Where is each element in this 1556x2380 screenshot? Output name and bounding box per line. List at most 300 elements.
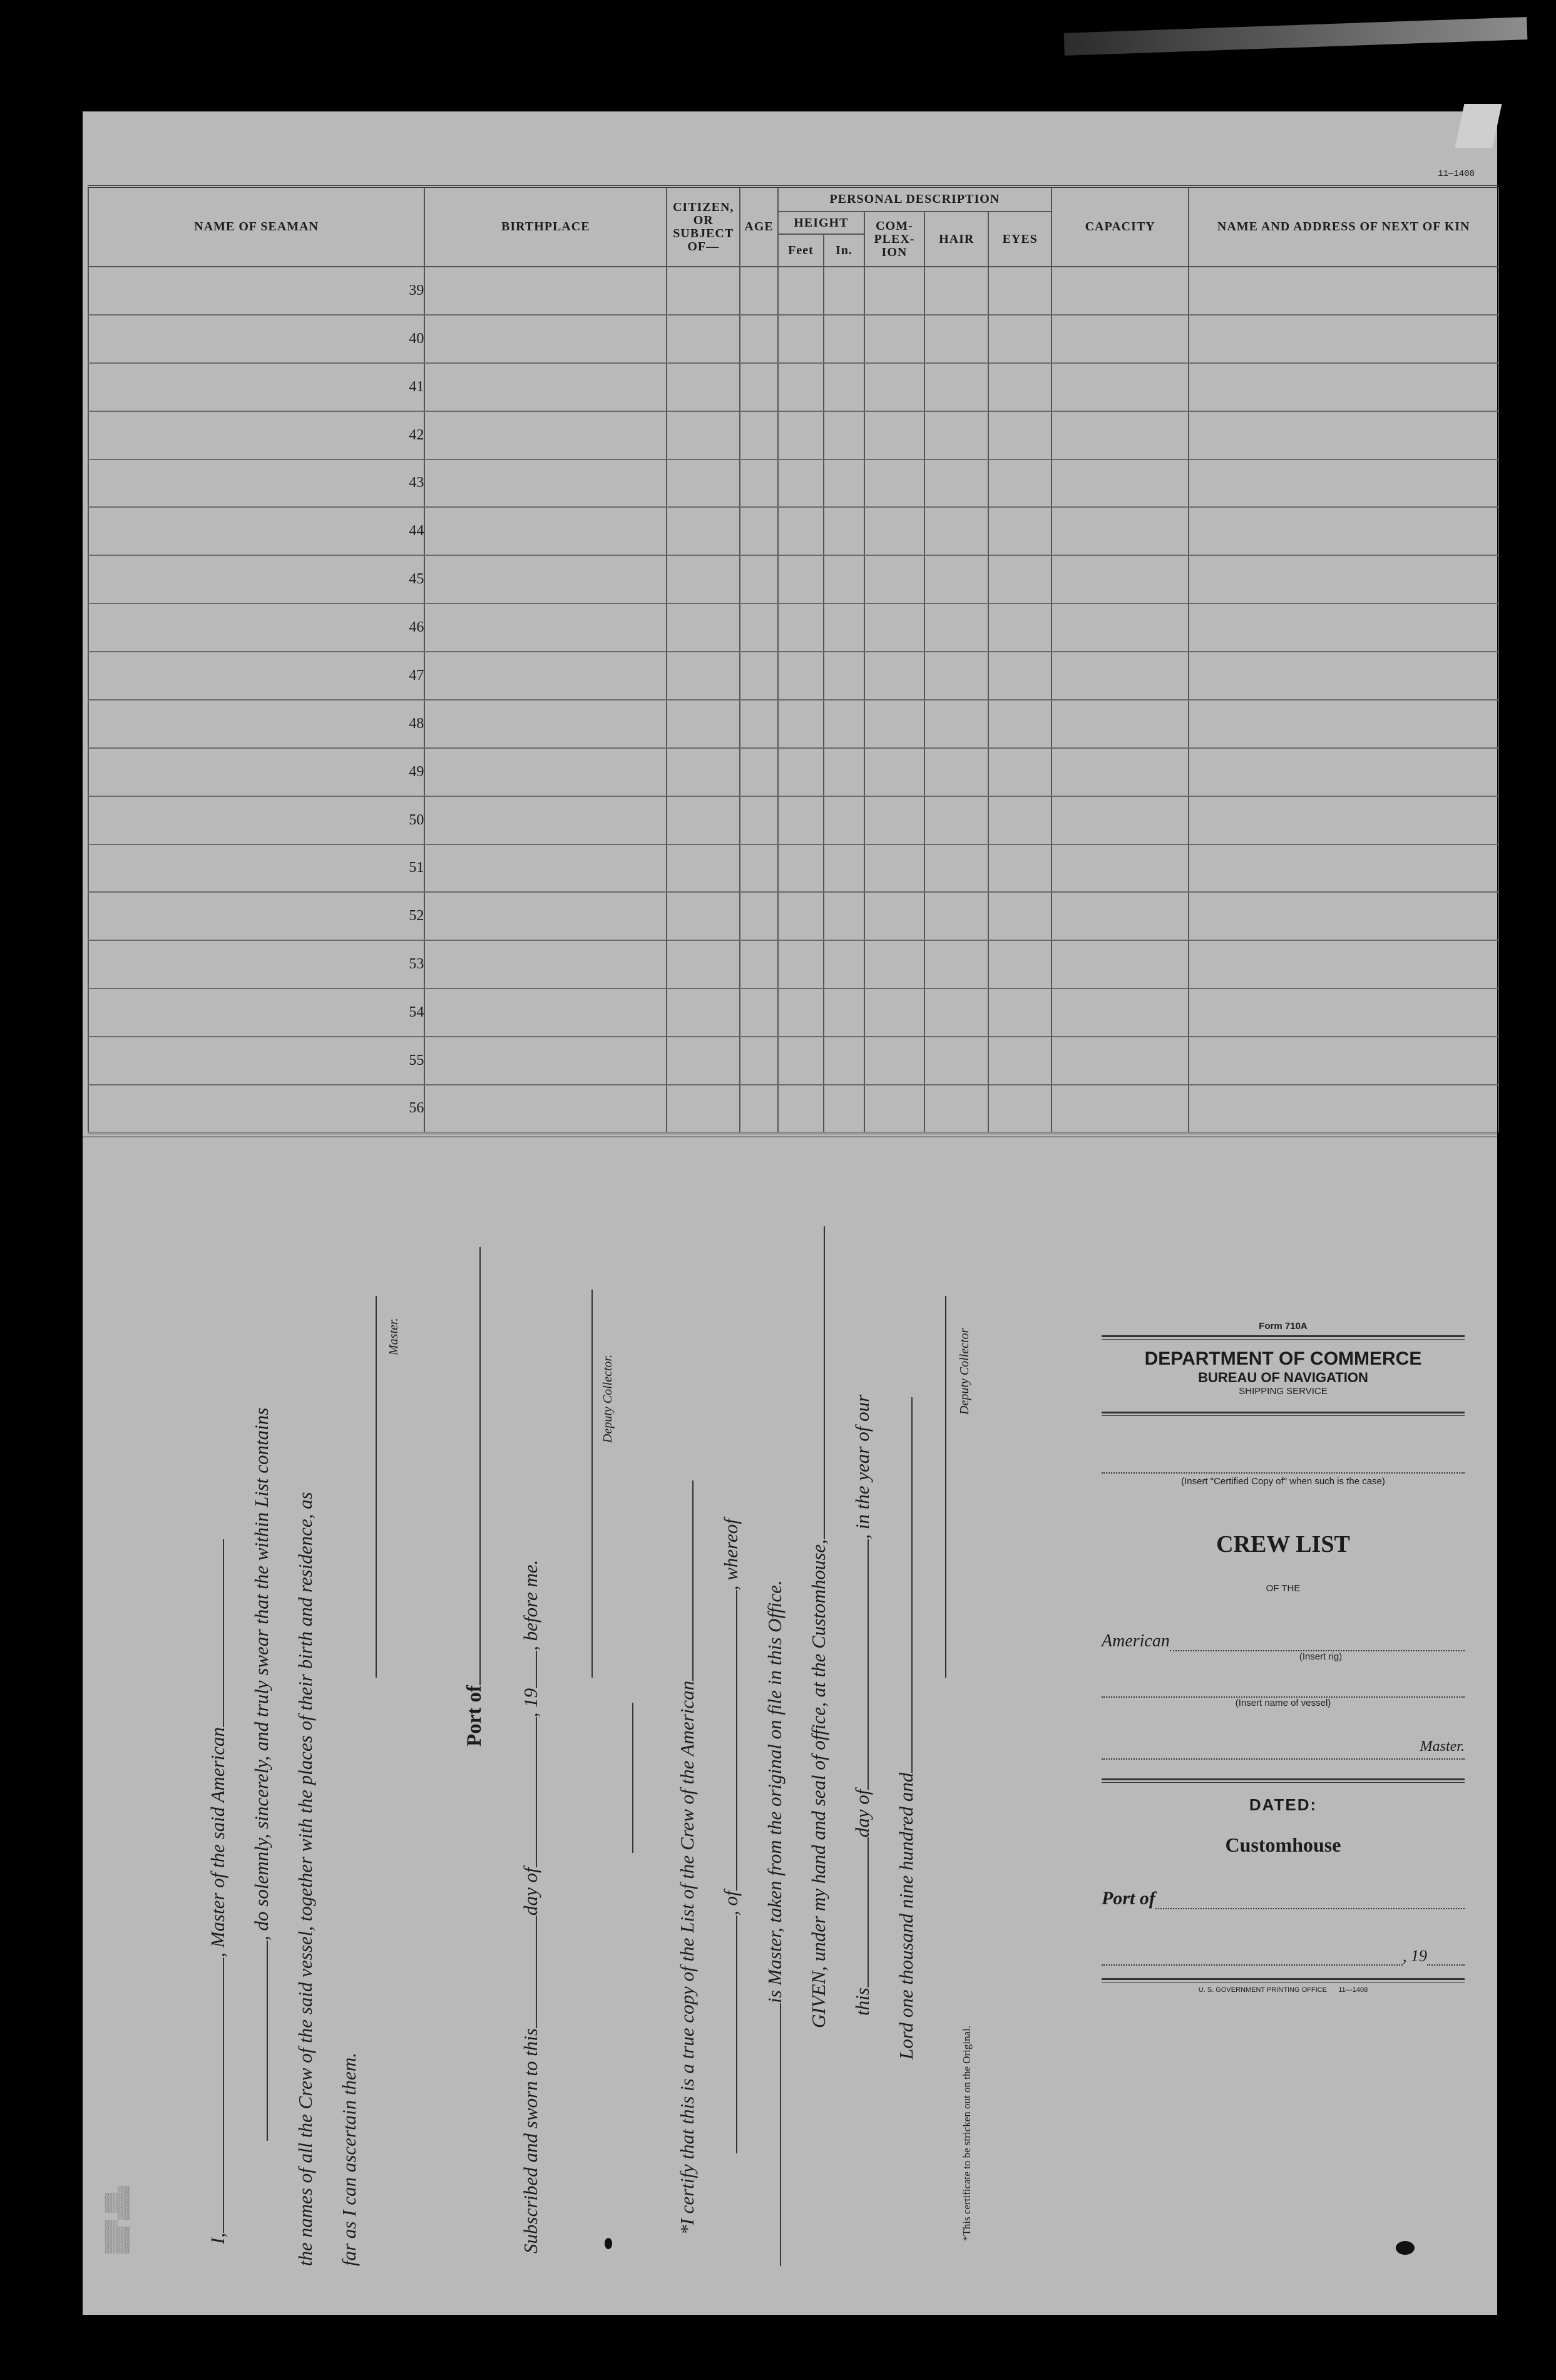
insert-copy-note: (Insert "Certified Copy of" when such is the case) <box>1181 1476 1385 1487</box>
table-cell <box>424 555 667 603</box>
table-cell <box>1052 796 1189 844</box>
table-cell <box>778 844 824 893</box>
table-row <box>88 1037 1498 1085</box>
table-cell <box>740 988 778 1037</box>
printer-code: 11—1408 <box>1338 1986 1368 1994</box>
fold-line <box>83 1136 1497 1137</box>
vessel-blank <box>223 1539 224 1727</box>
table-cell <box>988 748 1051 796</box>
certificate-lord: Lord one thousand nine hundred and <box>895 1772 917 2059</box>
table-cell <box>924 700 988 748</box>
table-cell <box>424 1037 667 1085</box>
table-cell <box>424 603 667 652</box>
day-blank <box>536 1916 537 2028</box>
certificate-line-5 <box>851 1395 874 2016</box>
copy-master-blank <box>780 2003 781 2266</box>
table-row <box>88 700 1498 748</box>
row-number: 55 <box>88 1037 424 1085</box>
table-row <box>88 1085 1498 1133</box>
table-cell <box>667 555 740 603</box>
table-cell <box>988 892 1051 940</box>
tape-strip <box>1064 17 1528 56</box>
table-cell <box>1189 940 1498 988</box>
table-cell <box>924 988 988 1037</box>
table-cell <box>864 844 924 893</box>
table-cell <box>740 652 778 700</box>
table-row <box>88 315 1498 363</box>
table-cell <box>1189 411 1498 459</box>
row-number: 48 <box>88 700 424 748</box>
certified-copy-blank <box>1102 1416 1465 1474</box>
cover-date-line <box>1102 1947 1465 1966</box>
certificate-text-3: is Master, taken from the original on file in this Office. <box>764 1580 786 2003</box>
table-cell <box>778 411 824 459</box>
header-next-of-kin: NAME AND ADDRESS OF NEXT OF KIN <box>1189 187 1498 267</box>
seal-line <box>632 1703 633 1853</box>
header-citizen: CITIZEN, OR SUBJECT OF— <box>667 187 740 267</box>
certificate-text-1: *I certify that this is a true copy of the List of the Crew of the American <box>676 1680 698 2235</box>
table-cell <box>864 940 924 988</box>
cover-date-blank <box>1102 1947 1403 1966</box>
table-row <box>88 748 1498 796</box>
insert-vessel-note: (Insert name of vessel) <box>1235 1698 1331 1708</box>
table-cell <box>778 700 824 748</box>
oath-line-3: the names of all the Crew of the said vessel, together with the places of their birth and residence, as <box>294 1492 316 2266</box>
corner-form-number: 11—1408 <box>1438 169 1475 179</box>
table-cell <box>740 603 778 652</box>
header-hair: HAIR <box>924 212 988 267</box>
table-cell <box>864 411 924 459</box>
dated-label: DATED: <box>1249 1795 1318 1814</box>
master-caption: Master. <box>387 1318 401 1355</box>
cover-year-blank <box>1427 1947 1465 1966</box>
deputy-signature-line-1 <box>591 1290 593 1678</box>
table-cell <box>667 1037 740 1085</box>
certificate-line-3 <box>764 1580 786 2266</box>
table-cell <box>1052 844 1189 893</box>
table-cell <box>864 315 924 363</box>
table-cell <box>1189 796 1498 844</box>
table-cell <box>924 459 988 508</box>
table-cell <box>924 315 988 363</box>
header-age: AGE <box>740 187 778 267</box>
table-cell <box>740 748 778 796</box>
deputy-caption-2: Deputy Collector <box>958 1328 971 1415</box>
table-cell <box>1189 267 1498 315</box>
table-cell <box>424 267 667 315</box>
table-cell <box>740 700 778 748</box>
header-feet: Feet <box>778 234 824 267</box>
table-cell <box>667 507 740 555</box>
header-personal-description: PERSONAL DESCRIPTION <box>778 187 1052 212</box>
table-cell <box>778 796 824 844</box>
table-cell <box>778 459 824 508</box>
table-cell <box>1189 1085 1498 1133</box>
table-cell <box>424 940 667 988</box>
faded-stamp: ▒▒▒▒▒ ▒▒▒ ▒▒▒▒ ▒▒▒▒▒ <box>106 2185 131 2254</box>
table-cell <box>988 700 1051 748</box>
table-row <box>88 507 1498 555</box>
table-cell <box>824 555 864 603</box>
table-row <box>88 796 1498 844</box>
table-cell <box>740 1037 778 1085</box>
oath-i: I, <box>207 2232 228 2244</box>
table-cell <box>1189 988 1498 1037</box>
table-cell <box>864 748 924 796</box>
crew-list-title: CREW LIST <box>1216 1531 1350 1557</box>
customhouse-blank <box>824 1226 825 1539</box>
row-number: 51 <box>88 844 424 893</box>
table-cell <box>667 315 740 363</box>
table-cell <box>778 652 824 700</box>
table-row <box>88 459 1498 508</box>
table-cell <box>988 315 1051 363</box>
month-blank <box>536 1717 537 1867</box>
table-cell <box>864 1037 924 1085</box>
table-cell <box>924 1085 988 1133</box>
subscribed-before: , before me. <box>520 1559 541 1651</box>
cert-day-blank <box>868 1837 869 1988</box>
customhouse-label: Customhouse <box>1225 1834 1341 1856</box>
table-row <box>88 652 1498 700</box>
table-cell <box>1052 267 1189 315</box>
master-line <box>1102 1708 1465 1760</box>
table-cell <box>1189 507 1498 555</box>
oath-line-4: far as I can ascertain them. <box>338 2053 360 2266</box>
table-cell <box>740 363 778 411</box>
table-cell <box>778 315 824 363</box>
table-cell <box>667 796 740 844</box>
table-cell <box>1189 315 1498 363</box>
table-cell <box>924 940 988 988</box>
rig-blank <box>1170 1631 1465 1651</box>
table-cell <box>740 411 778 459</box>
vessel-copy-blank <box>692 1480 694 1681</box>
table-cell <box>864 267 924 315</box>
table-cell <box>424 796 667 844</box>
header-eyes: EYES <box>988 212 1051 267</box>
table-cell <box>864 892 924 940</box>
table-cell <box>778 988 824 1037</box>
american-label: American <box>1102 1631 1170 1651</box>
row-number: 39 <box>88 267 424 315</box>
service-title: SHIPPING SERVICE <box>1239 1386 1328 1397</box>
table-cell <box>667 748 740 796</box>
table-cell <box>864 796 924 844</box>
table-cell <box>667 267 740 315</box>
table-cell <box>424 652 667 700</box>
table-row <box>88 892 1498 940</box>
oath-line-1 <box>207 1539 229 2244</box>
table-cell <box>988 796 1051 844</box>
table-cell <box>1052 603 1189 652</box>
copy-port-blank <box>736 1590 737 1890</box>
table-row <box>88 940 1498 988</box>
row-number: 45 <box>88 555 424 603</box>
header-capacity: CAPACITY <box>1052 187 1189 267</box>
table-cell <box>1052 748 1189 796</box>
table-cell <box>1189 603 1498 652</box>
table-cell <box>824 459 864 508</box>
header-name: NAME OF SEAMAN <box>88 187 424 267</box>
table-row <box>88 363 1498 411</box>
table-cell <box>778 940 824 988</box>
table-cell <box>424 988 667 1037</box>
certificate-year: , in the year of our <box>851 1394 873 1539</box>
table-cell <box>667 700 740 748</box>
table-cell <box>1052 892 1189 940</box>
table-cell <box>778 507 824 555</box>
insert-rig-note: (Insert rig) <box>1299 1651 1343 1662</box>
table-cell <box>988 555 1051 603</box>
certificate-this: this <box>851 1988 873 2016</box>
table-cell <box>1189 555 1498 603</box>
table-cell <box>924 507 988 555</box>
table-cell <box>824 700 864 748</box>
table-row <box>88 267 1498 315</box>
form-number: Form 710A <box>1259 1321 1308 1331</box>
table-cell <box>924 892 988 940</box>
row-number: 49 <box>88 748 424 796</box>
table-cell <box>988 507 1051 555</box>
table-cell <box>824 411 864 459</box>
table-cell <box>778 603 824 652</box>
table-cell <box>740 892 778 940</box>
table-cell <box>778 363 824 411</box>
table-cell <box>667 940 740 988</box>
row-number: 43 <box>88 459 424 508</box>
table-cell <box>1052 315 1189 363</box>
table-cell <box>1052 1037 1189 1085</box>
row-number: 52 <box>88 892 424 940</box>
table-cell <box>824 796 864 844</box>
cert-month-blank <box>868 1539 869 1790</box>
table-cell <box>824 988 864 1037</box>
cover-year-label: , 19 <box>1403 1947 1427 1965</box>
table-cell <box>667 363 740 411</box>
table-cell <box>740 1085 778 1133</box>
row-number: 53 <box>88 940 424 988</box>
row-number: 40 <box>88 315 424 363</box>
certificate-line-1 <box>676 1480 699 2235</box>
table-cell <box>988 940 1051 988</box>
certificate-whereof: , whereof <box>720 1519 742 1591</box>
table-cell <box>1189 363 1498 411</box>
certificate-line-2 <box>720 1519 742 2153</box>
table-cell <box>924 748 988 796</box>
table-cell <box>1052 363 1189 411</box>
printer-line <box>1102 1986 1465 1994</box>
copy-name-blank <box>736 1916 737 2153</box>
oath-swear: , do solemnly, sincerely, and truly swear that the within List contains <box>250 1407 272 1941</box>
subscribed-day: day of <box>520 1867 541 1916</box>
of-the-label: OF THE <box>1266 1583 1301 1594</box>
cover-port-blank <box>1155 1888 1465 1909</box>
table-cell <box>778 267 824 315</box>
table-cell <box>667 1085 740 1133</box>
table-cell <box>740 315 778 363</box>
table-cell <box>1052 555 1189 603</box>
table-cell <box>740 844 778 893</box>
row-number: 41 <box>88 363 424 411</box>
table-cell <box>864 507 924 555</box>
cert-year-blank <box>911 1397 913 1773</box>
table-cell <box>924 1037 988 1085</box>
table-cell <box>740 796 778 844</box>
master-signature-line <box>376 1296 377 1678</box>
table-cell <box>667 892 740 940</box>
table-row <box>88 988 1498 1037</box>
row-number: 56 <box>88 1085 424 1133</box>
table-cell <box>824 652 864 700</box>
table-cell <box>864 555 924 603</box>
table-cell <box>824 748 864 796</box>
table-cell <box>924 796 988 844</box>
certificate-line-4 <box>807 1226 830 2028</box>
table-cell <box>1189 652 1498 700</box>
table-cell <box>924 411 988 459</box>
table-cell <box>1052 1085 1189 1133</box>
table-cell <box>667 652 740 700</box>
port-of-line <box>463 1247 486 1747</box>
cover-port-label: Port of <box>1102 1888 1155 1909</box>
certificate-of: , of <box>720 1890 742 1916</box>
table-cell <box>1052 700 1189 748</box>
deputy-signature-line-2 <box>945 1296 946 1678</box>
table-cell <box>924 652 988 700</box>
table-cell <box>988 363 1051 411</box>
master-name-blank <box>223 1957 224 2233</box>
table-cell <box>988 459 1051 508</box>
table-cell <box>1189 892 1498 940</box>
certificate-footnote: *This certificate to be stricken out on the Original. <box>961 2025 973 2241</box>
american-line <box>1102 1631 1465 1651</box>
table-cell <box>424 363 667 411</box>
port-label: Port of <box>463 1685 486 1747</box>
table-cell <box>824 603 864 652</box>
table-cell <box>1052 459 1189 508</box>
table-cell <box>778 748 824 796</box>
table-cell <box>988 988 1051 1037</box>
subscribed-year: , 19 <box>520 1688 541 1718</box>
port-blank <box>479 1247 481 1685</box>
oath-line-2 <box>250 1408 273 2141</box>
crew-table <box>88 185 1499 1134</box>
row-number: 54 <box>88 988 424 1037</box>
header-birthplace: BIRTHPLACE <box>424 187 667 267</box>
table-cell <box>1052 940 1189 988</box>
cover-rule-top <box>1102 1335 1465 1340</box>
vessel-name-blank <box>267 1941 268 2141</box>
table-cell <box>778 892 824 940</box>
table-cell <box>424 700 667 748</box>
table-cell <box>824 940 864 988</box>
bureau-title: BUREAU OF NAVIGATION <box>1198 1370 1368 1385</box>
table-cell <box>424 892 667 940</box>
table-cell <box>988 844 1051 893</box>
table-row <box>88 555 1498 603</box>
table-row <box>88 603 1498 652</box>
vessel-name-blank-cover <box>1102 1662 1465 1698</box>
cover-rule-dated <box>1102 1778 1465 1783</box>
table-cell <box>824 1037 864 1085</box>
table-cell <box>924 267 988 315</box>
table-cell <box>778 555 824 603</box>
table-cell <box>667 988 740 1037</box>
oath-master-of: , Master of the said American <box>207 1726 228 1957</box>
table-cell <box>988 411 1051 459</box>
table-cell <box>864 700 924 748</box>
table-cell <box>864 1085 924 1133</box>
table-cell <box>424 507 667 555</box>
table-cell <box>1052 988 1189 1037</box>
table-cell <box>824 507 864 555</box>
header-inches: In. <box>824 234 864 267</box>
table-cell <box>924 555 988 603</box>
table-cell <box>864 603 924 652</box>
table-row <box>88 844 1498 893</box>
certificate-line-6 <box>895 1397 918 2059</box>
row-number: 47 <box>88 652 424 700</box>
table-cell <box>740 940 778 988</box>
table-cell <box>988 652 1051 700</box>
cover-port-line <box>1102 1888 1465 1909</box>
table-cell <box>740 555 778 603</box>
table-cell <box>1189 748 1498 796</box>
certificate-day: day of <box>851 1789 873 1838</box>
table-cell <box>667 411 740 459</box>
table-cell <box>924 363 988 411</box>
cover-panel <box>1102 1321 1465 1994</box>
table-cell <box>988 1037 1051 1085</box>
table-cell <box>424 315 667 363</box>
table-cell <box>824 844 864 893</box>
deputy-caption-1: Deputy Collector. <box>601 1354 615 1443</box>
table-cell <box>924 603 988 652</box>
table-cell <box>988 267 1051 315</box>
table-cell <box>864 363 924 411</box>
table-cell <box>824 267 864 315</box>
row-number: 44 <box>88 507 424 555</box>
table-cell <box>424 844 667 893</box>
cover-master-label: Master. <box>1420 1738 1465 1755</box>
table-cell <box>740 507 778 555</box>
table-cell <box>424 459 667 508</box>
table-cell <box>1189 1037 1498 1085</box>
table-cell <box>667 459 740 508</box>
table-cell <box>924 844 988 893</box>
table-cell <box>778 1037 824 1085</box>
year-blank <box>536 1651 537 1688</box>
cover-rule-mid <box>1102 1412 1465 1416</box>
table-cell <box>424 748 667 796</box>
subscribed-line <box>520 1560 542 2254</box>
ink-blot <box>1396 2241 1415 2255</box>
table-cell <box>1189 844 1498 893</box>
table-cell <box>740 267 778 315</box>
table-cell <box>778 1085 824 1133</box>
row-number: 42 <box>88 411 424 459</box>
table-cell <box>864 652 924 700</box>
table-cell <box>1189 459 1498 508</box>
table-cell <box>667 603 740 652</box>
certificate-given: GIVEN, under my hand and seal of office, at the Customhouse, <box>807 1539 829 2028</box>
table-cell <box>824 1085 864 1133</box>
header-height: HEIGHT <box>778 212 864 234</box>
table-row <box>88 411 1498 459</box>
table-cell <box>1052 652 1189 700</box>
table-cell <box>824 892 864 940</box>
